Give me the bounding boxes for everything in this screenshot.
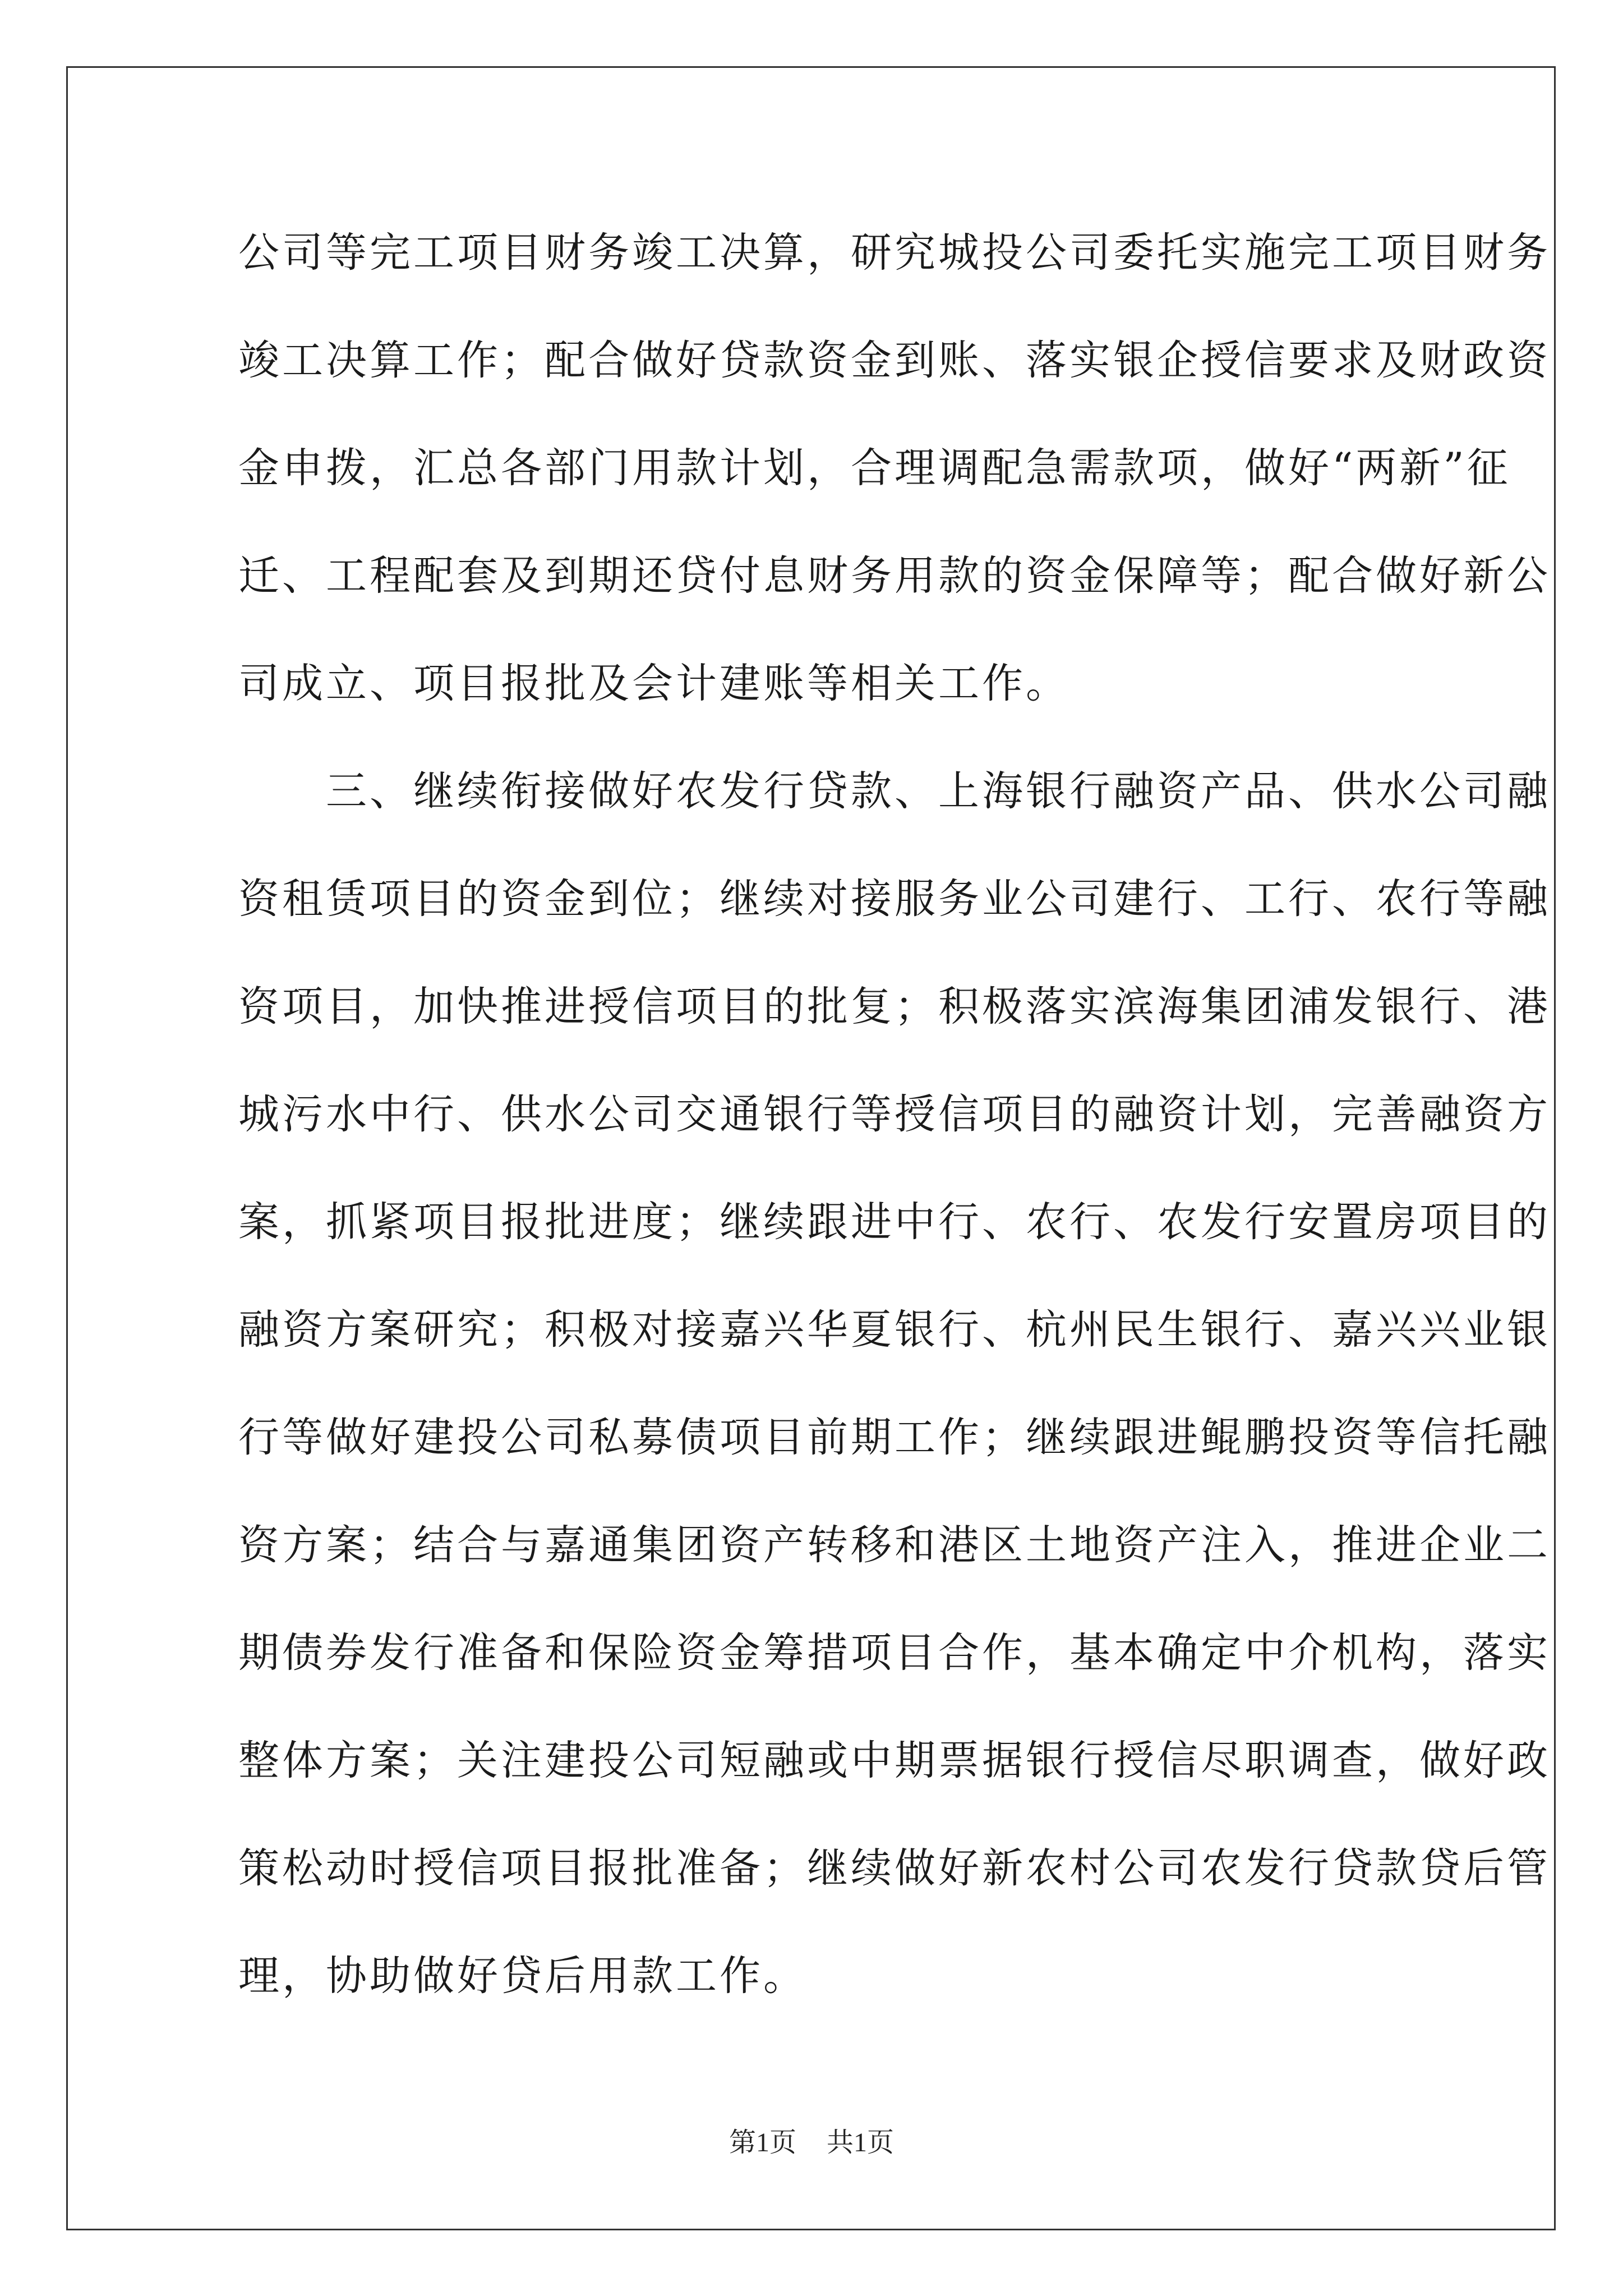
page-number: 第1页 (728, 2128, 796, 2157)
text-line: 理，协助做好贷后用款工作。 (238, 1952, 807, 2000)
page-footer (0, 2126, 1623, 2160)
text-line: 资方案；结合与嘉通集团资产转移和港区土地资产注入，推进企业二 (238, 1521, 1551, 1569)
text-line: 迁、工程配套及到期还贷付息财务用款的资金保障等；配合做好新公 (238, 552, 1551, 600)
paragraph-2 (238, 738, 1551, 2030)
text-line: 资项目，加快推进授信项目的批复；积极落实滨海集团浦发银行、港 (238, 983, 1551, 1030)
document-body (238, 199, 1551, 2030)
paragraph-1 (238, 199, 1551, 738)
text-line: 行等做好建投公司私募债项目前期工作；继续跟进鲲鹏投资等信托融 (238, 1414, 1551, 1461)
text-line: 期债券发行准备和保险资金筹措项目合作，基本确定中介机构，落实 (238, 1629, 1551, 1677)
page-total: 共1页 (827, 2128, 895, 2157)
text-line: 案，抓紧项目报批进度；继续跟进中行、农行、农发行安置房项目的 (238, 1198, 1551, 1246)
text-line: 司成立、项目报批及会计建账等相关工作。 (238, 660, 1069, 707)
text-line: 三、继续衔接做好农发行贷款、上海银行融资产品、供水公司融 (326, 767, 1551, 815)
text-line: 融资方案研究；积极对接嘉兴华夏银行、杭州民生银行、嘉兴兴业银 (238, 1306, 1551, 1354)
text-line: 整体方案；关注建投公司短融或中期票据银行授信尽职调查，做好政 (238, 1737, 1551, 1784)
text-line: 策松动时授信项目报批准备；继续做好新农村公司农发行贷款贷后管 (238, 1844, 1551, 1892)
text-line: 城污水中行、供水公司交通银行等授信项目的融资计划，完善融资方 (238, 1091, 1551, 1138)
text-line: 资租赁项目的资金到位；继续对接服务业公司建行、工行、农行等融 (238, 875, 1551, 923)
text-line: 竣工决算工作；配合做好贷款资金到账、落实银企授信要求及财政资 (238, 337, 1551, 384)
text-line: 公司等完工项目财务竣工决算，研究城投公司委托实施完工项目财务 (238, 229, 1551, 277)
text-line: 金申拨，汇总各部门用款计划，合理调配急需款项，做好“两新”征 (238, 444, 1511, 492)
